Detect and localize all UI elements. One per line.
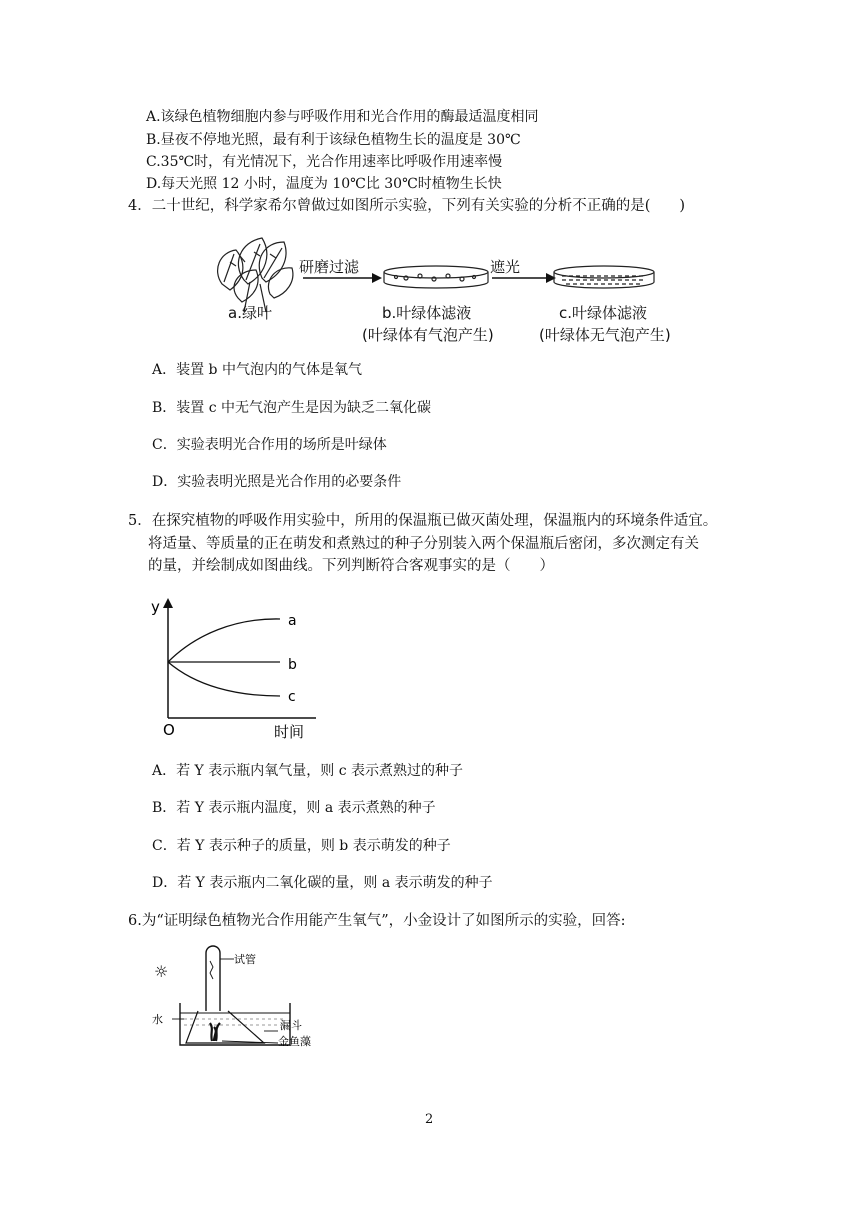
label-c: c.叶绿体滤液 [559,304,648,322]
q6-figure-svg [146,945,316,1055]
leaves-illustration [218,238,293,312]
series-c-line [168,662,280,696]
q4-option-c: C．实验表明光合作用的场所是叶绿体 [152,437,387,453]
label-b: b.叶绿体滤液 [382,304,472,322]
funnel [186,1011,264,1043]
arrow-1-head [372,273,382,283]
q3-option-d: D.每天光照 12 小时，温度为 10℃比 30℃时植物生长快 [146,176,502,192]
origin-label: O [163,721,175,739]
arrow-2-label: 遮光 [490,258,521,276]
q5-option-c: C．若 Y 表示种子的质量，则 b 表示萌发的种子 [152,838,451,854]
x-axis-label: 时间 [274,723,305,741]
arrow-1-label: 研磨过滤 [299,258,360,276]
beaker [180,1003,290,1045]
q3-option-b: B.昼夜不停地光照，最有利于该绿色植物生长的温度是 30℃ [146,132,521,148]
bubbles [210,961,213,979]
plant-icon [210,1023,220,1041]
y-axis-arrow [163,598,173,608]
q3-option-c: C.35℃时，有光情况下，光合作用速率比呼吸作用速率慢 [146,154,503,170]
series-c-label: c [288,689,296,705]
water-lines [184,1019,286,1025]
dish-c [554,266,654,288]
q4-option-a: A．装置 b 中气泡内的气体是氧气 [152,362,362,378]
q5-option-a: A．若 Y 表示瓶内氧气量，则 c 表示煮熟过的种子 [152,763,463,779]
q4-option-d: D．实验表明光照是光合作用的必要条件 [152,474,402,490]
label-funnel: 漏斗 [280,1019,302,1032]
q3-option-a: A.该绿色植物细胞内参与呼吸作用和光合作用的酶最适温度相同 [146,109,539,125]
sun-icon: ☼ [154,962,169,981]
label-test-tube: 试管 [234,953,256,966]
page-number: 2 [425,1112,434,1127]
dish-b [384,266,488,288]
label-b-note: (叶绿体有气泡产生) [362,326,494,344]
q5-stem-line-2: 将适量、等质量的正在萌发和煮熟过的种子分别装入两个保温瓶后密闭，多次测定有关 [148,536,699,552]
q5-stem-line-3: 的量，并绘制成如图曲线。下列判断符合客观事实的是（ ） [148,558,554,574]
series-a-label: a [288,613,297,629]
q6-figure [146,945,316,1055]
y-axis-label: y [151,598,160,616]
label-c-note: (叶绿体无气泡产生) [539,326,671,344]
q6-stem: 6.为“证明绿色植物光合作用能产生氧气”，小金设计了如图所示的实验，回答: [128,913,626,929]
q5-option-b: B．若 Y 表示瓶内温度，则 a 表示煮熟的种子 [152,800,436,816]
label-a: a.绿叶 [228,304,272,322]
label-plant: 金鱼藻 [278,1035,311,1048]
q5-chart-svg [146,594,326,744]
series-a-line [168,619,280,662]
series-b-label: b [288,657,297,673]
label-water: 水 [152,1013,163,1026]
q4-stem: 4．二十世纪，科学家希尔曾做过如图所示实验，下列有关实验的分析不正确的是( ) [128,198,686,214]
q5-option-d: D．若 Y 表示瓶内二氧化碳的量，则 a 表示萌发的种子 [152,875,493,891]
q4-option-b: B．装置 c 中无气泡产生是因为缺乏二氧化碳 [152,400,432,416]
q5-stem-line-1: 5．在探究植物的呼吸作用实验中，所用的保温瓶已做灭菌处理，保温瓶内的环境条件适宜。 [128,513,718,529]
q5-chart [146,594,326,744]
